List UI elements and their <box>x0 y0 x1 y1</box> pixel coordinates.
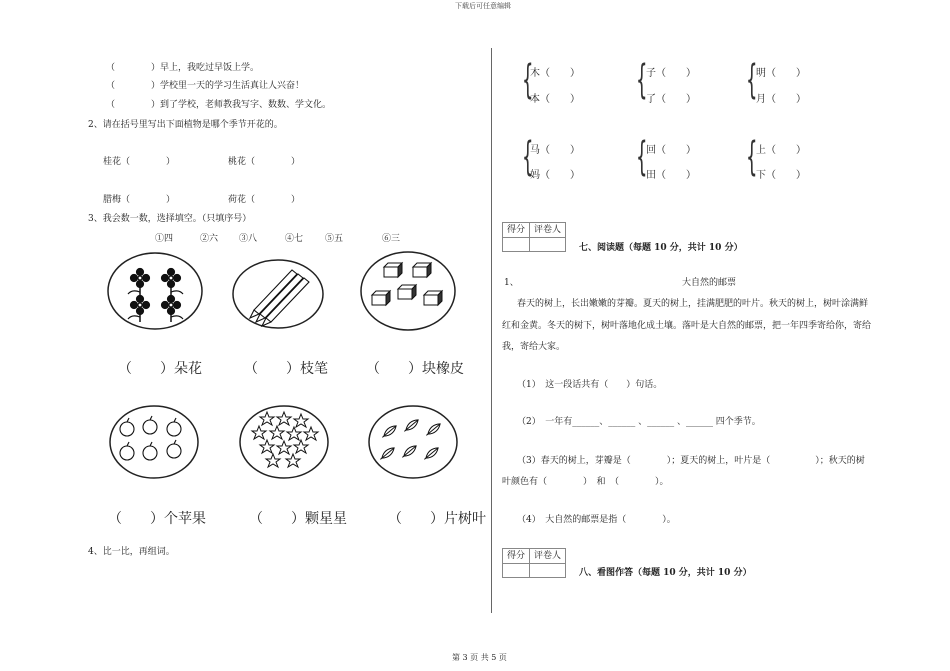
column-divider <box>491 48 492 613</box>
pair-2-a: 子（ ） <box>646 68 696 79</box>
fill-line-2: （ ）学校里一天的学习生活真让人兴奋！ <box>106 81 305 91</box>
pencils-picture <box>230 256 326 332</box>
brace-icon: { <box>636 57 648 103</box>
reading-q3-line-2: 叶颜色有（ ） 和 （ ）。 <box>502 477 669 487</box>
pair-5-b: 田（ ） <box>646 170 696 181</box>
caption-apples: （ ）个苹果 <box>108 511 206 527</box>
q3-option-6: ⑥三 <box>382 234 401 244</box>
pair-2-b: 了（ ） <box>646 94 696 105</box>
section8-title: 八、看图作答（每题 10 分，共计 10 分） <box>579 568 752 578</box>
q2-title: 2、请在括号里写出下面植物是哪个季节开花的。 <box>88 120 283 130</box>
caption-pencils: （ ）枝笔 <box>244 361 328 377</box>
score-label: 得分 <box>503 223 530 237</box>
grader-label: 评卷人 <box>533 225 561 235</box>
leaves-picture <box>366 403 460 481</box>
pair-6-b: 下（ ） <box>756 170 806 181</box>
q3-title: 3、我会数一数，选择填空。（只填序号） <box>88 214 252 224</box>
pair-6-a: 上（ ） <box>756 145 806 156</box>
passage-line-3: 我，寄给大家。 <box>502 342 566 352</box>
fill-line-3: （ ）到了学校，老师教我写字、数数、学文化。 <box>106 100 332 110</box>
q2-lamei: 腊梅（ ） <box>103 195 176 205</box>
header-note: 下载后可任意编辑 <box>455 2 511 10</box>
reading-q3-line-1: （3）春天的树上，芽瓣是（ ）；夏天的树上，叶片是（ ）；秋天的树 <box>517 456 865 466</box>
q3-option-5: ⑤五 <box>325 234 344 244</box>
reading-q4: （4） 大自然的邮票是指（ ）。 <box>517 515 676 525</box>
q3-option-3: ③八 <box>239 234 258 244</box>
brace-icon: { <box>522 134 534 180</box>
pair-1-b: 本（ ） <box>530 94 580 105</box>
stars-picture <box>237 403 331 481</box>
apples-picture <box>107 403 201 481</box>
score-box-8 <box>502 548 566 578</box>
caption-erasers: （ ）块橡皮 <box>366 361 464 377</box>
pair-3-a: 明（ ） <box>756 68 806 79</box>
reading-number: 1、 <box>504 278 519 288</box>
passage-line-2: 红和金黄。冬天的树下，树叶落地化成土壤。落叶是大自然的邮票，把一年四季寄给你，寄给 <box>502 321 872 331</box>
passage-line-1: 春天的树上，长出嫩嫩的芽瓣。夏天的树上，挂满肥肥的叶片。秋天的树上，树叶涂满鲜 <box>517 299 869 309</box>
flowers-picture <box>105 250 205 332</box>
section7-title: 七、阅读题（每题 10 分，共计 10 分） <box>579 243 743 253</box>
q2-taohua: 桃花（ ） <box>228 157 301 167</box>
q4-title: 4、比一比，再组词。 <box>88 547 175 557</box>
brace-icon: { <box>636 134 648 180</box>
q3-option-4: ④七 <box>285 234 304 244</box>
fill-line-1: （ ）早上，我吃过早饭上学。 <box>106 63 260 73</box>
score-box-7 <box>502 222 566 252</box>
reading-title: 大自然的邮票 <box>682 278 737 288</box>
page-number: 第 3 页 共 5 页 <box>452 653 507 662</box>
brace-icon: { <box>522 57 534 103</box>
pair-1-a: 木（ ） <box>530 68 580 79</box>
caption-stars: （ ）颗星星 <box>249 511 347 527</box>
grader-label: 评卷人 <box>533 551 561 561</box>
pair-4-a: 马（ ） <box>530 145 580 156</box>
brace-icon: { <box>746 134 758 180</box>
q3-option-1: ①四 <box>155 234 174 244</box>
caption-flowers: （ ）朵花 <box>118 361 202 377</box>
reading-q1: （1） 这一段话共有（ ）句话。 <box>517 380 663 390</box>
erasers-picture <box>358 249 458 333</box>
pair-5-a: 回（ ） <box>646 145 696 156</box>
q3-option-2: ②六 <box>200 234 219 244</box>
pair-3-b: 月（ ） <box>756 94 806 105</box>
score-label: 得分 <box>503 549 530 563</box>
brace-icon: { <box>746 57 758 103</box>
q2-guihua: 桂花（ ） <box>103 157 176 167</box>
q2-hehua: 荷花（ ） <box>228 195 301 205</box>
caption-leaves: （ ）片树叶 <box>388 511 486 527</box>
pair-4-b: 妈（ ） <box>530 170 580 181</box>
reading-q2: （2） 一年有______、______ 、______ 、______ 四个季节。 <box>517 417 761 427</box>
